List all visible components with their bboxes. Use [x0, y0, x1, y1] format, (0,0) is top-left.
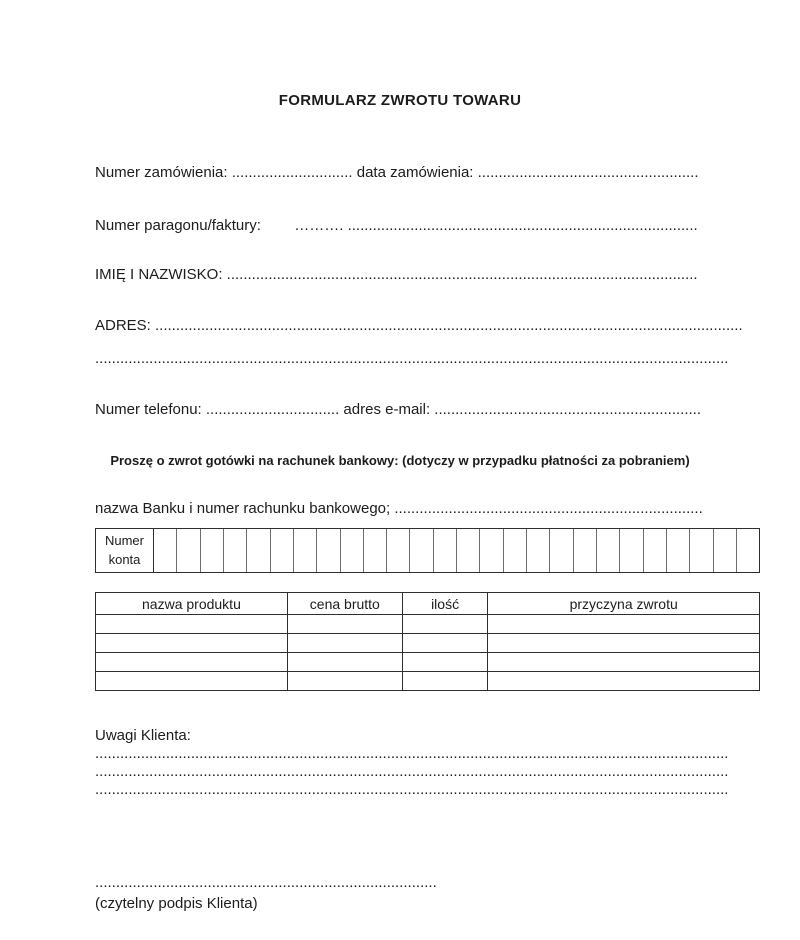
- products-col-quantity: ilość: [402, 593, 488, 615]
- product-row: [96, 672, 760, 691]
- account-digit-cell: [364, 529, 387, 572]
- account-digit-cell: [154, 529, 177, 572]
- account-digit-cell: [667, 529, 690, 572]
- signature-line: ..................................................................................: [95, 874, 437, 891]
- product-cell: [402, 653, 488, 672]
- account-number-table: [95, 528, 760, 573]
- account-digit-cell: [387, 529, 410, 572]
- account-digit-cell: [737, 529, 759, 572]
- products-col-name: nazwa produktu: [96, 593, 288, 615]
- account-number-label: Numer konta: [96, 529, 154, 572]
- product-cell: [287, 634, 402, 653]
- product-cell: [488, 634, 760, 653]
- account-digit-cell: [224, 529, 247, 572]
- account-digit-cell: [434, 529, 457, 572]
- account-digit-cell: [504, 529, 527, 572]
- product-cell: [488, 615, 760, 634]
- product-cell: [287, 615, 402, 634]
- account-digit-cell: [341, 529, 364, 572]
- account-digit-cell: [317, 529, 340, 572]
- product-cell: [96, 634, 288, 653]
- account-digit-cell: [294, 529, 317, 572]
- account-digit-cell: [620, 529, 643, 572]
- account-digit-cell: [457, 529, 480, 572]
- product-cell: [402, 615, 488, 634]
- products-col-return-reason: przyczyna zwrotu: [488, 593, 760, 615]
- account-digit-cell: [574, 529, 597, 572]
- account-digit-cell: [480, 529, 503, 572]
- account-number-cells: [154, 529, 759, 572]
- product-cell: [402, 672, 488, 691]
- bank-name-account-line: nazwa Banku i numer rachunku bankowego; ..........................................................................: [95, 500, 703, 517]
- product-cell: [402, 634, 488, 653]
- product-row: [96, 634, 760, 653]
- phone-email-line: Numer telefonu: ................................ adres e-mail: ................................................................: [95, 401, 701, 418]
- products-table-header-row: [96, 593, 760, 615]
- product-cell: [96, 615, 288, 634]
- product-cell: [96, 653, 288, 672]
- account-digit-cell: [271, 529, 294, 572]
- account-digit-cell: [247, 529, 270, 572]
- product-cell: [287, 653, 402, 672]
- account-digit-cell: [410, 529, 433, 572]
- form-title: FORMULARZ ZWROTU TOWARU: [278, 92, 522, 109]
- refund-note: Proszę o zwrot gotówki na rachunek bankowy: (dotyczy w przypadku płatności za pobraniem): [110, 453, 690, 468]
- account-digit-cell: [527, 529, 550, 572]
- product-row: [96, 653, 760, 672]
- address-line-2: ........................................................................................................................................................: [95, 350, 729, 367]
- address-line-1: ADRES: .............................................................................................................................................: [95, 317, 743, 334]
- products-col-gross-price: cena brutto: [287, 593, 402, 615]
- account-digit-cell: [690, 529, 713, 572]
- account-digit-cell: [714, 529, 737, 572]
- account-digit-cell: [201, 529, 224, 572]
- products-table: [95, 592, 760, 691]
- account-digit-cell: [550, 529, 573, 572]
- customer-remarks-line-2: ........................................................................................................................................................: [95, 763, 729, 780]
- product-cell: [488, 672, 760, 691]
- product-row: [96, 615, 760, 634]
- full-name-line: IMIĘ I NAZWISKO: .................................................................................................................: [95, 266, 698, 283]
- account-digit-cell: [597, 529, 620, 572]
- customer-remarks-line-1: ........................................................................................................................................................: [95, 745, 729, 762]
- customer-remarks-label: Uwagi Klienta:: [95, 727, 191, 744]
- product-cell: [488, 653, 760, 672]
- product-cell: [96, 672, 288, 691]
- account-digit-cell: [644, 529, 667, 572]
- product-cell: [287, 672, 402, 691]
- account-digit-cell: [177, 529, 200, 572]
- customer-remarks-line-3: ........................................................................................................................................................: [95, 781, 729, 798]
- receipt-invoice-number-line: Numer paragonu/faktury: ………. ....................................................................................: [95, 217, 698, 234]
- signature-caption: (czytelny podpis Klienta): [95, 895, 258, 912]
- order-number-line: Numer zamówienia: ............................. data zamówienia: .....................................................: [95, 164, 699, 181]
